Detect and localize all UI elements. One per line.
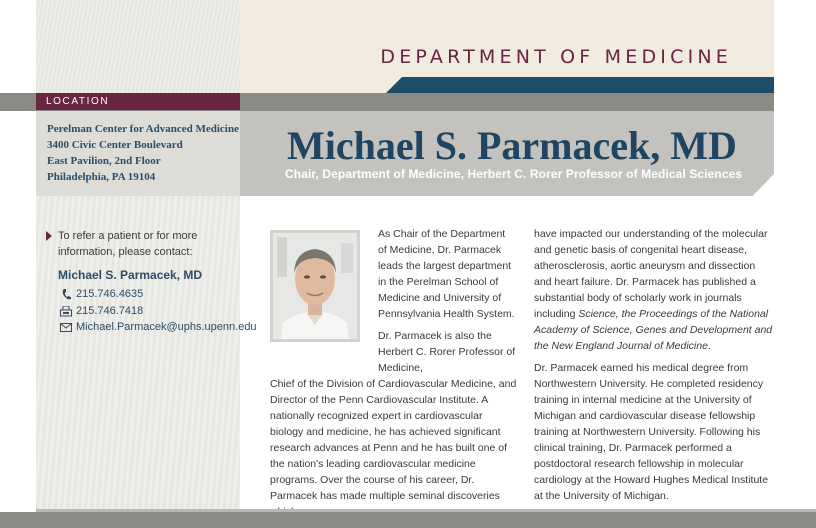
bio-column-2 [534, 226, 774, 510]
footer-bar [0, 512, 816, 528]
profile-title: Chair, Department of Medicine, Herbert C. Rorer Professor of Medical Sciences [285, 167, 743, 181]
phone-icon [60, 288, 72, 300]
bio-paragraph-2-rest: Chief of the Division of Cardiovascular Medicine, and Director of the Penn Cardiovascular Institute. A nationally recognized expert in cardiovascular biology and medicine, he has achieved significant research advances at Penn and he has built one of the nation's leading cardiovascular medicine programs. Over the course of his career, Dr. Parmacek has made multiple seminal discoveries [270, 378, 517, 502]
address-block [47, 121, 239, 185]
address-line: 3400 Civic Center Boulevard [47, 139, 183, 151]
contact-name: Michael S. Parmacek, MD [58, 268, 203, 282]
left-margin [0, 0, 36, 528]
email-icon [60, 321, 72, 333]
contact-phone[interactable]: 215.746.4635 [60, 288, 143, 300]
bio-paragraph-3: have impacted our understanding of the molecular and genetic basis of congenital heart disease, atherosclerosis, aortic aneurysm and dissection and heart failure. Dr. Parmacek has published a substantial body of scholarly work in journals including Science, the Proceedings of the National Academy of Science, Genes and Development and the New England Journal of Medicine. [534, 228, 773, 352]
address-line: East Pavilion, 2nd Floor [47, 155, 161, 167]
location-label: LOCATION [36, 93, 240, 110]
bio-paragraph-4: Dr. Parmacek earned his medical degree from Northwestern University. He completed residency training in internal medicine at the University of Michigan and cardiovascular disease fellowship training at Northwestern University. Following his clinical training, Dr. Parmacek performed a postdoctoral research fellowship in molecular cardiology at the Howard Hughes Medical Institute at the University of Michigan. [534, 362, 769, 502]
accent-bar [386, 77, 774, 93]
address-line: Philadelphia, PA 19104 [47, 171, 156, 183]
referral-prompt [46, 228, 236, 260]
fax-icon [60, 305, 72, 317]
contact-fax[interactable]: 215.746.7418 [60, 305, 143, 317]
bio-paragraph-1: As Chair of the Department of Medicine, Dr. Parmacek leads the largest department in the Perelman School of Medicine and University of Pennsylvania Health System. [378, 228, 515, 320]
bio-paragraph-2 [270, 328, 518, 520]
address-line: Perelman Center for Advanced Medicine [47, 123, 239, 135]
referral-text: To refer a patient or for more information, please contact: [58, 230, 198, 258]
bullet-arrow-icon [46, 231, 52, 241]
department-title: DEPARTMENT OF MEDICINE [380, 46, 732, 68]
journal-list: Science, the Proceedings of the National Academy of Science, Genes and Development and the New England Journal of Medicine [534, 308, 773, 352]
contact-email[interactable]: Michael.Parmacek@uphs.upenn.edu [60, 321, 257, 333]
bio-paragraph-2-start: Dr. Parmacek is also the Herbert C. Rorer Professor of Medicine, [378, 330, 516, 374]
portrait-photo [270, 230, 360, 342]
profile-name: Michael S. Parmacek, MD [287, 123, 737, 168]
